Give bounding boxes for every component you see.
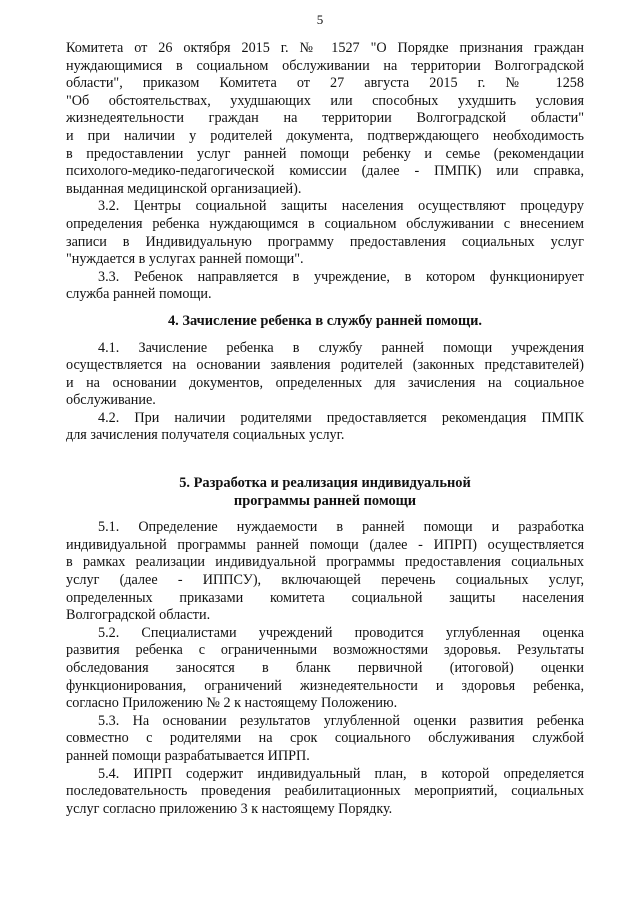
text-line: в рамках реализации индивидуальной программы предоставления социальных: [66, 554, 584, 571]
text-line: психолого-медико-педагогической комиссии (далее - ПМПК) или справка,: [66, 163, 584, 180]
text-line: функционирования, ограничений жизнедеятельности и здоровья ребенка,: [66, 677, 584, 694]
text-line: для зачисления получателя социальных услуг.: [66, 427, 345, 444]
text-line: "Об обстоятельствах, ухудшающих или способных ухудшить условия: [66, 92, 584, 109]
section-5-heading-line-2: программы ранней помощи: [233, 492, 417, 509]
text-line: развития ребенка с ограниченными возможностями здоровья. Результаты: [66, 642, 584, 659]
section-5-heading-line-1: 5. Разработка и реализация индивидуальной: [179, 475, 471, 492]
text-line: и на основании документов, определенных для зачисления на социальное: [66, 374, 584, 391]
paragraph-3-2-line: 3.2. Центры социальной защиты населения осуществляют процедуру: [98, 198, 584, 215]
paragraph-5-4-line: 5.4. ИПРП содержит индивидуальный план, в которой определяется: [98, 765, 584, 782]
text-line: последовательность проведения реабилитационных мероприятий, социальных: [66, 783, 584, 800]
text-line: услуг (далее - ИППСУ), включающей перечень социальных услуг,: [66, 572, 584, 589]
paragraph-5-3-line: 5.3. На основании результатов углубленной оценки развития ребенка: [98, 712, 584, 729]
text-line: согласно Приложению № 2 к настоящему Положению.: [66, 695, 398, 712]
text-line: Комитета от 26 октября 2015 г. № 1527 "О Порядке признания граждан: [66, 40, 584, 56]
text-line: и при наличии у родителей документа, подтверждающего необходимость: [66, 127, 584, 144]
paragraph-3-3-line: 3.3. Ребенок направляется в учреждение, в котором функционирует: [98, 268, 584, 285]
text-line: выданная медицинской организацией).: [66, 180, 302, 197]
section-4-heading: 4. Зачисление ребенка в службу ранней помощи.: [167, 312, 482, 329]
document-body: [66, 40, 584, 818]
page-number: 5: [316, 12, 324, 27]
text-line: осуществляется на основании заявления родителей (законных представителей): [66, 357, 584, 374]
text-line: записи в Индивидуальную программу предоставления социальных услуг: [66, 233, 584, 250]
text-line: области", приказом Комитета от 27 августа 2015 г. № 1258: [66, 75, 584, 92]
text-line: определения ребенка нуждающимся в социальном обслуживании с внесением: [66, 215, 584, 232]
text-line: определенных приказами комитета социальной защиты населения: [66, 589, 584, 606]
text-line: совместно с родителями на срок социального обслуживания службой: [66, 730, 584, 747]
text-line: Волгоградской области.: [66, 607, 211, 624]
text-line: "нуждается в услугах ранней помощи".: [66, 251, 304, 268]
paragraph-5-2-line: 5.2. Специалистами учреждений проводится углубленная оценка: [98, 624, 584, 641]
paragraph-4-2-line: 4.2. При наличии родителями предоставляется рекомендация ПМПК: [98, 409, 584, 426]
text-line: обслуживание.: [66, 392, 156, 409]
text-line: обследования заносятся в бланк первичной (итоговой) оценки: [66, 660, 584, 676]
text-line: ранней помощи разрабатывается ИПРП.: [66, 747, 310, 764]
text-line: жизнедеятельности граждан на территории Волгоградской области": [66, 110, 584, 127]
text-line: в предоставлении услуг ранней помощи ребенку и семье (рекомендации: [66, 145, 584, 162]
text-line: служба ранней помощи.: [66, 286, 212, 303]
text-line: индивидуальной программы ранней помощи (далее - ИПРП) осуществляется: [66, 536, 584, 553]
paragraph-4-1-line: 4.1. Зачисление ребенка в службу ранней помощи учреждения: [98, 339, 584, 356]
text-line: услуг согласно приложению 3 к настоящему Порядку.: [66, 800, 393, 817]
paragraph-5-1-line: 5.1. Определение нуждаемости в ранней помощи и разработка: [98, 519, 584, 536]
text-line: нуждающимися в социальном обслуживании на территории Волгоградской: [66, 57, 584, 74]
